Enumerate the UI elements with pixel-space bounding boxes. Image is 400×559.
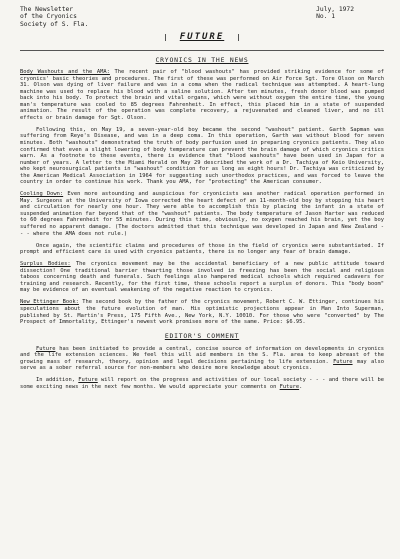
news-item-body: Following this, on May 19, a seven-year-old boy became the second "washout" patient. Garth Sapman was suffering from Reye's Disease, and was in a deep coma. In this operation, Garth was without blood for seven minutes. Both "washouts" demonstrated the truth of body perfusion used in preparing cryonics patients. They also confirmed that even a slight lowering of body temperature can prevent the brain damage of which cryonics critics warn. As a footnote to these events, there is evidence that "blood washouts" have been used in Japan for a number of years. A letter to the Miami Herald on May 29 described the work of a Dr. Tachiya of Keio University, who kept neurosurgical patients in "washout" condition for as long as eight hours! Dr. Tachiya was criticized by the American Medical Association in 1964 for suggesting such unorthodox practices, and was forced to leave the country in order to continue his work. Thank you AMA, for "protecting" the American consumer. (20, 126, 384, 186)
news-item-body: Once again, the scientific claims and procedures of those in the field of cryonics were substantiated. If prompt and efficient care is used with cryonics patients, there is no longer any fear of brain damage. (20, 242, 384, 256)
news-item-surplus-bodies (20, 261, 384, 294)
news-item-ettinger-book (20, 299, 384, 325)
editor-text: will report on the progress and activities of our local society - - - and there will be some exciting news in the next few months. We would appreciate your comments on (20, 377, 384, 390)
news-item-lead: Surplus Bodies: (20, 261, 71, 268)
news-item-lead: Cooling Down: (20, 191, 64, 198)
news-item-cooling-down-cont (20, 243, 384, 256)
editor-text: has been initiated to provide a central, concise source of information on developments in cryonics and the life extension sciences. We feel this will aid members in the S. Fla. area to keep abreast of the growing mass of research, theory, opinion and legal decisions pertaining to life extension. (20, 345, 384, 365)
publisher-block (20, 6, 88, 28)
editor-text: . (299, 383, 303, 390)
masthead-rule (20, 50, 384, 51)
news-item-body: The cryonics movement may be the accidental beneficiary of a new public attitude toward dissection! One traditional barrier thwarting those involved in freezing has been the social and religious taboos concerning death and funerals. Such feelings also hampered medical schools which required cadavers for training and research. Recently, for the first time, these schools report a surplus of donors. This "body boom" may be evidence of an eventual weakening of the negative reaction to cryonics. (20, 261, 384, 294)
news-item-cooling-down (20, 191, 384, 237)
newsletter-name: Future (333, 358, 353, 365)
editor-section-heading (20, 332, 384, 340)
newsletter-name: Future (279, 383, 300, 390)
newsletter-name: Future (36, 345, 56, 352)
masthead-title: FUTURE (165, 34, 240, 41)
issue-date: July, 1972 (316, 6, 354, 13)
news-item-lead: New Ettinger Book: (20, 299, 79, 306)
news-item-washouts-cont (20, 127, 384, 186)
news-section-heading: CRYONICS IN THE NEWS (155, 56, 249, 64)
publisher-line: Society of S. Fla. (20, 20, 89, 28)
issue-date-block (316, 6, 354, 21)
issue-number: No. 1 (316, 13, 336, 21)
editor-text: In addition, (36, 377, 79, 384)
newsletter-name: Future (78, 377, 98, 384)
editor-text: may also serve as a sober referral source for non-members who desire more knowledge about cryonics. (20, 358, 384, 372)
news-item-body: The second book by the father of the cryonics movement, Robert C. W. Ettinger, continues his speculations about the future evolution of man. His optimistic projections appear in Man Into Superman, published by St. Martin's Press, 175 Fifth Ave., New York, N.Y. 10010. For those who were "converted" by The Prospect of Immortality, Ettinger's newest work promises more of the same. Price: $6.95. (20, 299, 385, 326)
news-item-lead: Body Washouts and the AMA: (20, 69, 110, 75)
masthead-wrap (20, 34, 384, 41)
newsletter-header (20, 6, 384, 50)
editor-paragraph-1 (20, 346, 384, 372)
publisher-line: of the Cryonics (20, 13, 77, 21)
news-item-body: Even more astounding and auspicious for cryonicists was another radical operation performed in May. Surgeons at the University of Iowa corrected the heart defect of an 11-month-old boy by stopping his heart and circulation for nearly one hour. They were able to accomplish this by placing the infant in a state of suspended animation far beyond that of the "washout" patients. The body temperature of Jason Harter was reduced to 60 degrees Fahrenheit for 55 minutes. During this time, obviously, no oxygen reached his brain, yet the boy suffered no apparent damage. (The doctors admitted that this technique was developed in Japan and New Zealand - - - where the AMA does not rule.) (20, 191, 384, 237)
editor-heading-text: EDITOR'S COMMENT (164, 331, 240, 340)
news-item-body: The recent pair of "blood washouts" has provided striking evidence for some of cryonics' basic theories and procedures. The first of these was performed on Air Force Sgt. Tore Olson on March 31. Olson was dying of liver failure and was in a coma when the radical technique was attempted. A heart-lung machine was used to replace his blood with a saline solution. After ten minutes, fresh donor blood was pumped back into his body. To protect the brain and vital organs, which were without oxygen the entire time, the young man's temperature was cooled to 85 degrees Fahrenheit. In effect, this placed him in a state of suspended animation. The result of the operation was complete recovery, a rejuvenated and cleaned liver, and no ill effects or brain damage for Sgt. Olson. (20, 69, 385, 121)
publisher-line: The Newsletter (20, 6, 74, 13)
editor-paragraph-2 (20, 377, 384, 390)
news-item-washouts (20, 69, 384, 121)
